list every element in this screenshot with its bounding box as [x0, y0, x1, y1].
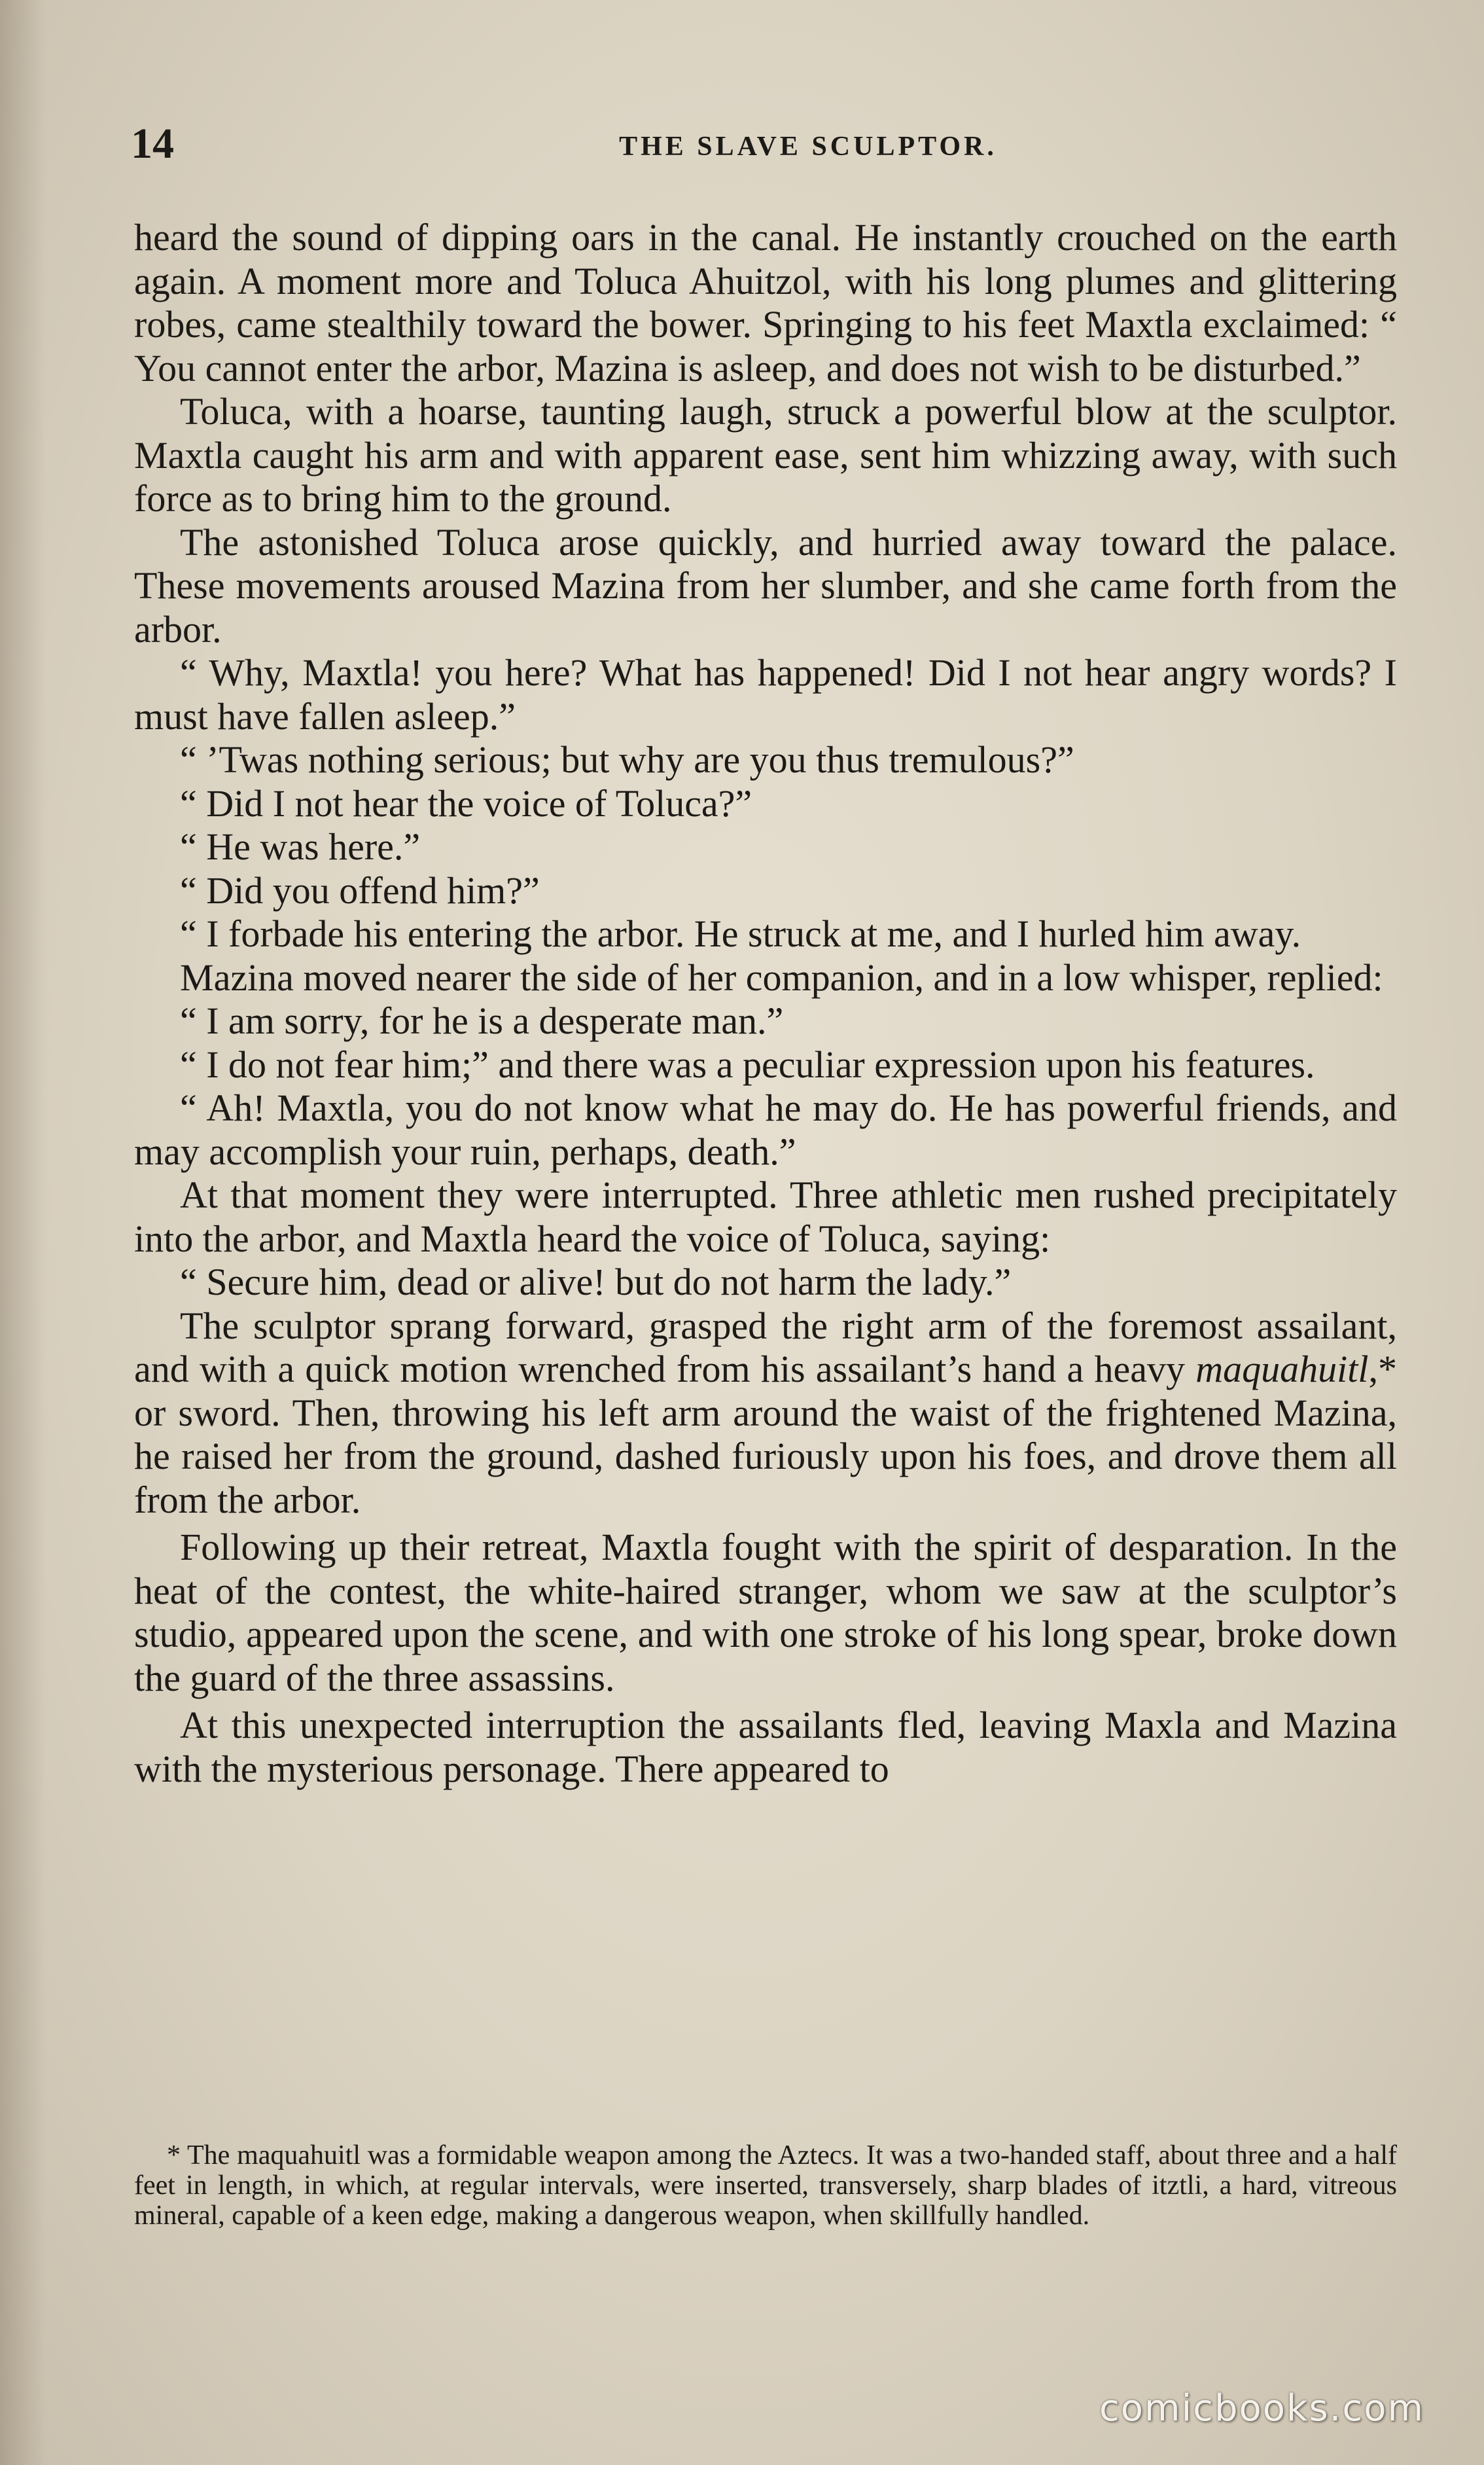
paragraph-sword: [134, 1304, 1397, 1522]
running-head: THE SLAVE SCULPTOR.: [619, 132, 997, 162]
footnote: [134, 2140, 1397, 2231]
gutter-shadow: [0, 0, 46, 2465]
paragraph: “ ’Twas nothing serious; but why are you thus tremulous?”: [180, 738, 1074, 781]
page-number: 14: [131, 120, 174, 168]
paragraph: “ He was here.”: [180, 825, 421, 868]
paragraph: heard the sound of dipping oars in the canal. He instantly crouched on the earth again. A moment more and Toluca Ahuitzol, with his long plumes and glittering robes, came stealthily toward the bower. Springing to his feet Maxtla exclaimed: “ You cannot enter the arbor, Mazina is asleep, and does not wish to be disturbed.”: [134, 216, 1397, 389]
paragraph: Toluca, with a hoarse, taunting laugh, struck a powerful blow at the sculptor. Maxtla caught his arm and with apparent ease, sent him whizzing away, with such force as to bring him to the ground.: [134, 390, 1397, 520]
paragraph: “ Why, Maxtla! you here? What has happened! Did I not hear angry words? I must have fallen asleep.”: [134, 651, 1397, 738]
text-run: The sculptor sprang forward, grasped the right arm of the foremost assailant, and with a quick motion wrenched from his assailant’s hand a heavy: [134, 1304, 1397, 1390]
paragraph: “ Ah! Maxtla, you do not know what he may do. He has powerful friends, and may accomplish your ruin, perhaps, death.”: [134, 1087, 1397, 1173]
body-text: [134, 216, 1397, 1791]
watermark: comicbooks.com: [1099, 2387, 1425, 2430]
italic-word: maquahuitl: [1195, 1348, 1369, 1390]
paragraph: The astonished Toluca arose quickly, and hurried away toward the palace. These movements aroused Mazina from her slumber, and she came forth from the arbor.: [134, 520, 1397, 651]
page-header: [131, 115, 1387, 173]
paragraph: “ I forbade his entering the arbor. He struck at me, and I hurled him away.: [180, 912, 1301, 955]
text-run: ,* or sword. Then, throwing his left arm around the waist of the frightened Mazina, he raised her from the ground, dashed furiously upon his foes, and drove them all from the arbor.: [134, 1348, 1397, 1521]
paragraph: “ Did I not hear the voice of Toluca?”: [180, 782, 752, 825]
paragraph: “ Did you offend him?”: [180, 869, 540, 912]
paragraph: Following up their retreat, Maxtla fought with the spirit of desparation. In the heat of the contest, the white-haired stranger, whom we saw at the sculptor’s studio, appeared upon the scene, and with one stroke of his long spear, broke down the guard of the three assassins.: [134, 1526, 1397, 1699]
paragraph: “ I do not fear him;” and there was a peculiar expression upon his features.: [180, 1043, 1315, 1086]
paragraph: “ I am sorry, for he is a desperate man.”: [180, 999, 784, 1042]
paragraph: Mazina moved nearer the side of her companion, and in a low whisper, replied:: [180, 956, 1383, 999]
footnote-text: * The maquahuitl was a formidable weapon among the Aztecs. It was a two-handed staff, about three and a half feet in length, in which, at regular intervals, were inserted, transversely, sharp blades of itztli, a hard, vitreous mineral, capable of a keen edge, making a dangerous weapon, when skillfully handled.: [134, 2140, 1397, 2231]
paragraph: “ Secure him, dead or alive! but do not harm the lady.”: [180, 1261, 1012, 1303]
paragraph: At that moment they were interrupted. Three athletic men rushed precipitately into the arbor, and Maxtla heard the voice of Toluca, saying:: [134, 1174, 1397, 1260]
paragraph: At this unexpected interruption the assailants fled, leaving Maxla and Mazina with the mysterious personage. There appeared to: [134, 1704, 1397, 1790]
